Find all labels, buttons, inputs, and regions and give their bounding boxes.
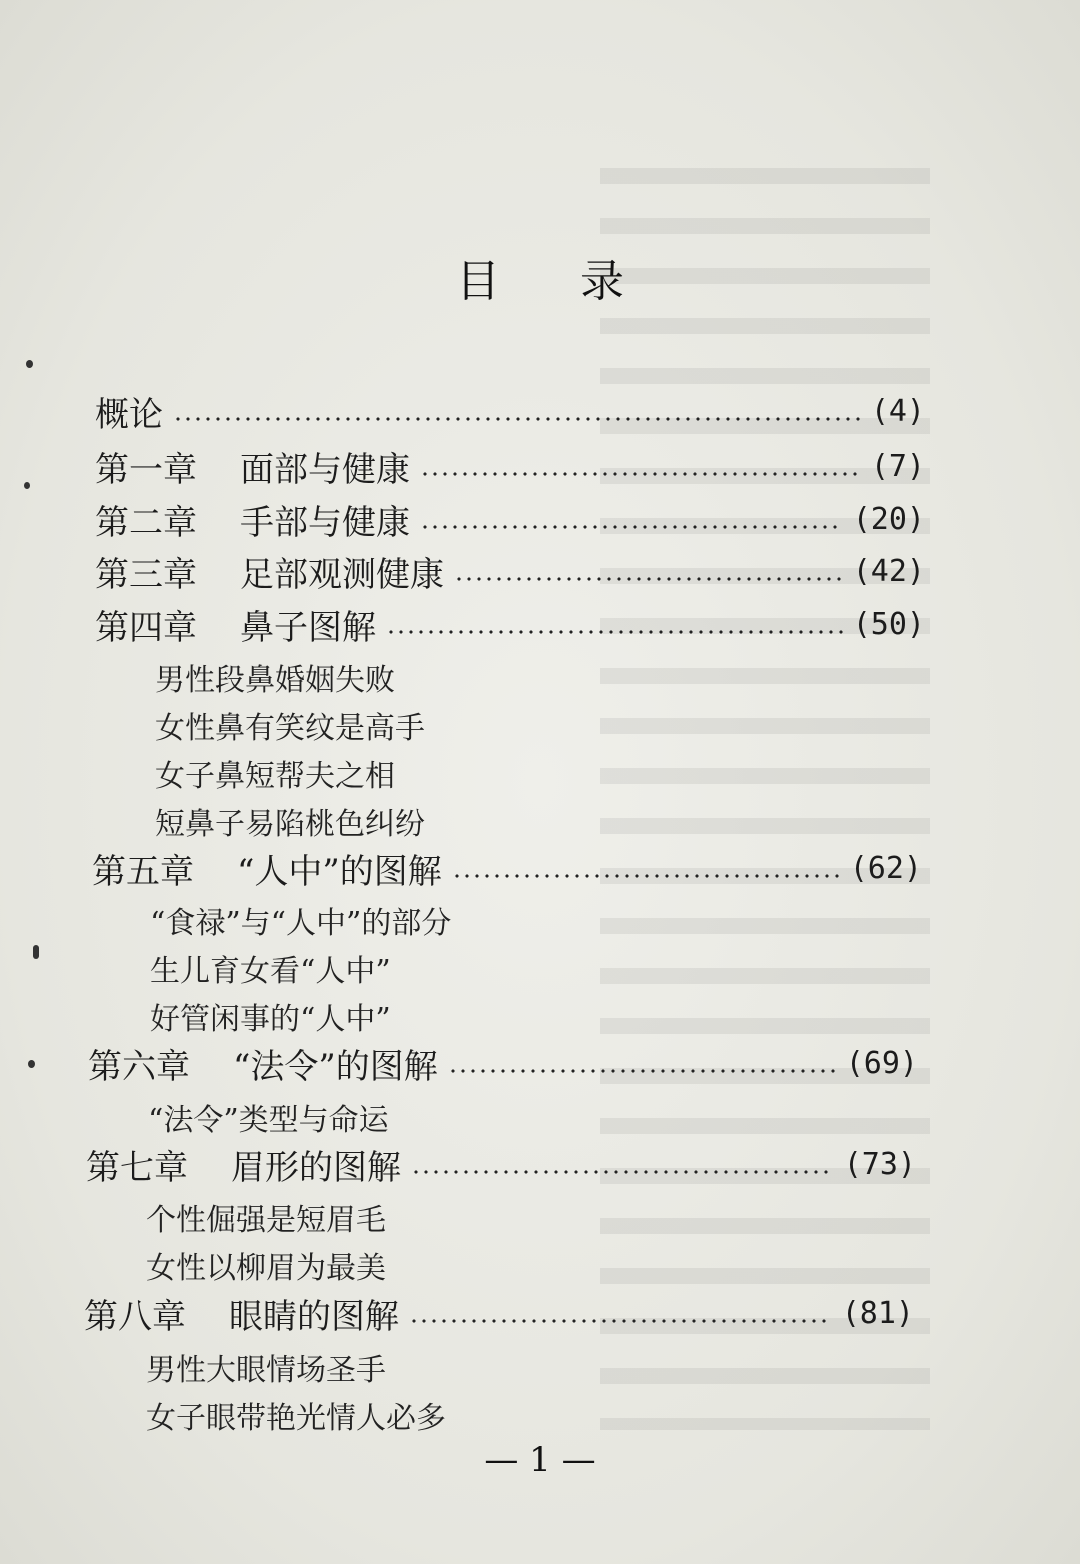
scan-speck: [24, 482, 30, 489]
dot-leader: [173, 416, 861, 422]
dot-leader: [411, 1169, 834, 1175]
toc-subentry[interactable]: 女性鼻有笑纹是高手: [155, 711, 425, 746]
toc-subentry[interactable]: 个性倔强是短眉毛: [146, 1203, 386, 1238]
toc-subentry[interactable]: “法令”类型与命运: [148, 1103, 389, 1138]
bleed-through-text: [600, 150, 930, 1430]
toc-entry[interactable]: 第二章 手部与健康 (20): [95, 501, 925, 543]
toc-entry[interactable]: 第七章 眉形的图解 (73): [86, 1146, 916, 1188]
dot-leader: [409, 1318, 832, 1324]
toc-entry[interactable]: 第五章 “人中”的图解 (62): [92, 850, 922, 892]
toc-subentry[interactable]: 生儿育女看“人中”: [150, 954, 391, 989]
scan-speck: [26, 360, 33, 368]
toc-subentry[interactable]: 女性以柳眉为最美: [146, 1251, 386, 1286]
dot-leader: [452, 873, 840, 879]
dot-leader: [420, 471, 861, 477]
toc-entry[interactable]: 概论 (4): [95, 393, 925, 435]
toc-subentry[interactable]: 男性大眼情场圣手: [146, 1353, 386, 1388]
toc-subentry[interactable]: 短鼻子易陷桃色纠纷: [155, 807, 425, 842]
toc-subentry[interactable]: 女子眼带艳光情人必多: [146, 1401, 446, 1436]
dot-leader: [386, 629, 843, 635]
toc-subentry[interactable]: “食禄”与“人中”的部分: [150, 906, 452, 941]
toc-entry[interactable]: 第一章 面部与健康 (7): [95, 448, 925, 490]
toc-subentry[interactable]: 男性段鼻婚姻失败: [155, 663, 395, 698]
toc-entry[interactable]: 第八章 眼睛的图解 (81): [84, 1295, 914, 1337]
toc-entry[interactable]: 第六章 “法令”的图解 (69): [88, 1045, 918, 1087]
page-title: 目录: [456, 256, 704, 307]
dot-leader: [448, 1068, 836, 1074]
scan-speck: [33, 945, 39, 959]
toc-entry[interactable]: 第三章 足部观测健康 (42): [95, 553, 925, 595]
page-number-footer: — 1 —: [484, 1440, 596, 1480]
toc-subentry[interactable]: 女子鼻短帮夫之相: [155, 759, 395, 794]
dot-leader: [420, 524, 843, 530]
toc-subentry[interactable]: 好管闲事的“人中”: [150, 1002, 391, 1037]
toc-entry[interactable]: 第四章 鼻子图解 (50): [95, 606, 925, 648]
scan-speck: [28, 1060, 35, 1068]
dot-leader: [454, 576, 843, 582]
